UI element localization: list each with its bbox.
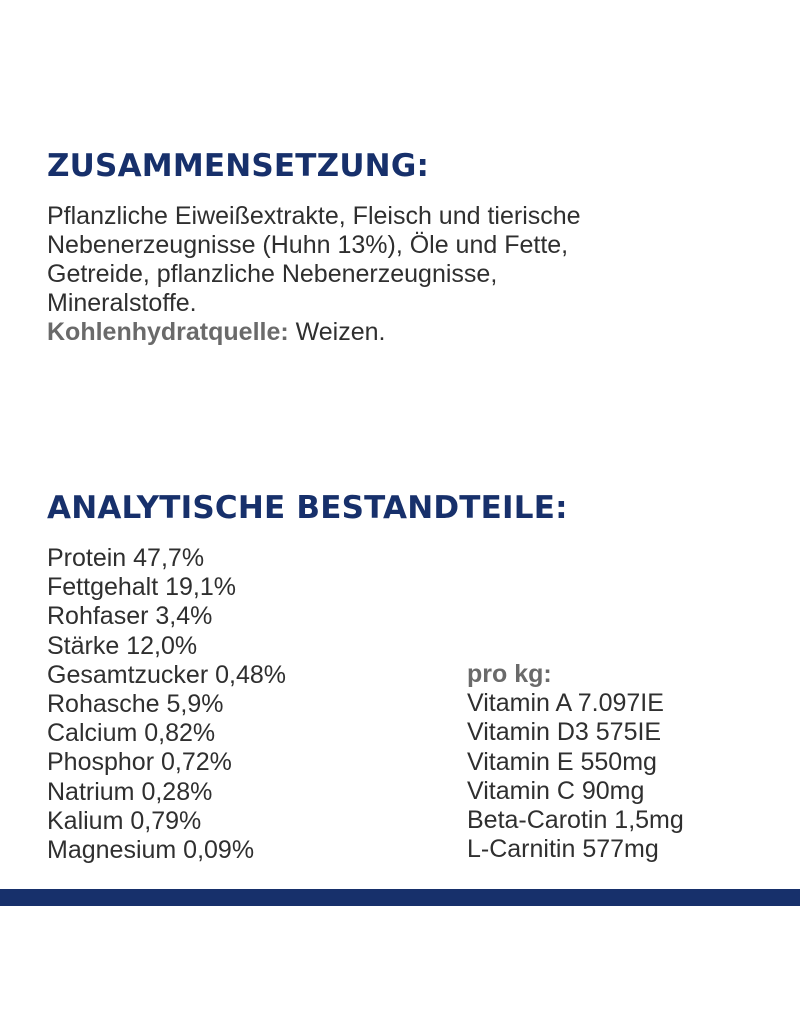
analytical-item: Gesamtzucker 0,48% [47,660,286,689]
composition-line: Nebenerzeugnisse (Huhn 13%), Öle und Fette, [47,231,569,259]
analytical-list [47,544,286,865]
analytical-item: Phosphor 0,72% [47,748,232,777]
carb-source-value: Weizen. [288,318,386,346]
per-kg-label: pro kg: [467,660,552,688]
footer-bar [0,889,800,906]
vitamin-item: Vitamin C 90mg [467,776,645,805]
vitamin-item: Vitamin E 550mg [467,747,657,776]
vitamin-item: Vitamin D3 575IE [467,718,662,747]
analytical-item: Natrium 0,28% [47,777,213,806]
analytical-item: Protein 47,7% [47,544,205,572]
per-kg-list [467,660,684,864]
carb-source [47,318,767,347]
composition-line: Mineralstoffe. [47,289,197,317]
composition-line: Getreide, pflanzliche Nebenerzeugnisse, [47,260,498,288]
analytical-item: Kalium 0,79% [47,806,202,835]
composition-text [47,202,767,347]
vitamin-item: Beta-Carotin 1,5mg [467,806,684,835]
analytical-item: Rohasche 5,9% [47,690,224,719]
composition-heading: ZUSAMMENSETZUNG: [47,148,430,184]
analytical-item: Calcium 0,82% [47,719,216,748]
analytical-item: Magnesium 0,09% [47,836,255,865]
analytical-heading: ANALYTISCHE BESTANDTEILE: [47,490,568,526]
composition-line: Pflanzliche Eiweißextrakte, Fleisch und tierische [47,202,581,230]
analytical-item: Rohfaser 3,4% [47,602,213,631]
analytical-item: Stärke 12,0% [47,631,198,660]
vitamin-item: Vitamin A 7.097IE [467,689,664,718]
carb-source-label: Kohlenhydratquelle: [47,318,289,346]
analytical-item: Fettgehalt 19,1% [47,573,237,602]
vitamin-item: L-Carnitin 577mg [467,835,659,864]
